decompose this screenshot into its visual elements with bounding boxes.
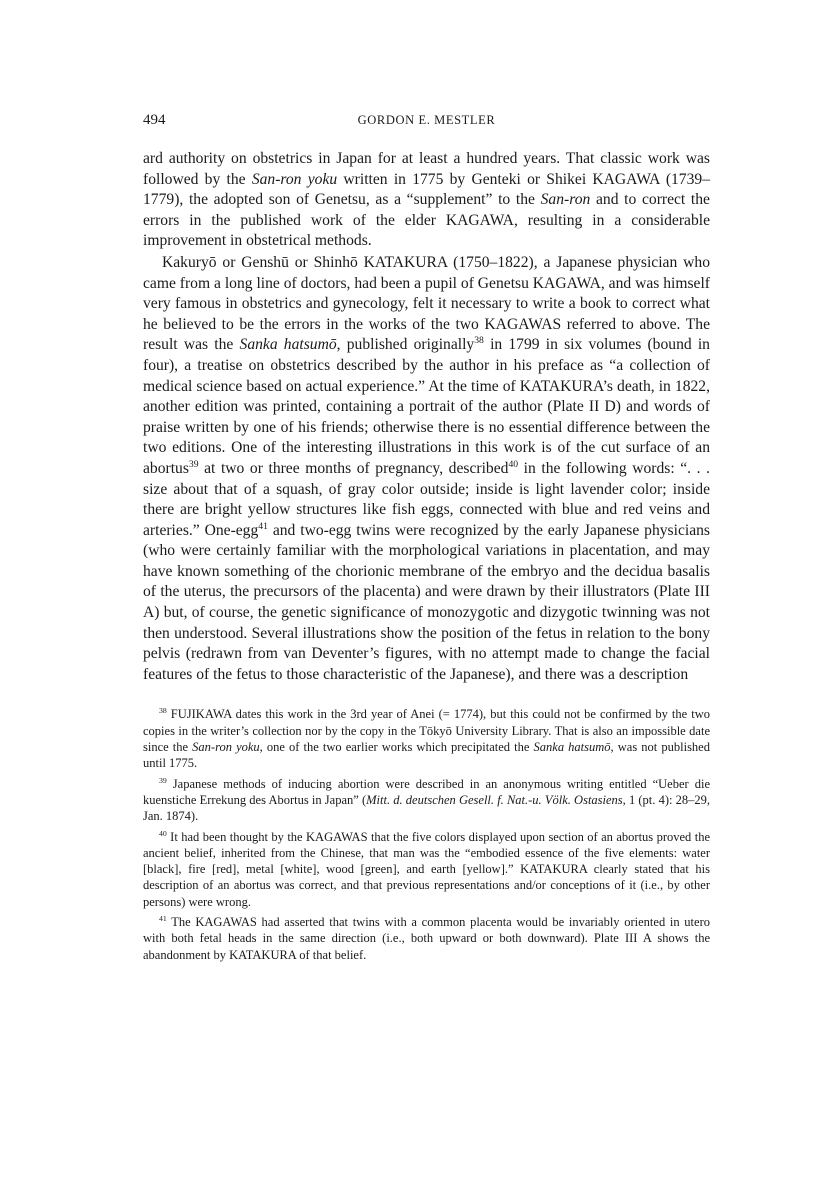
- footnote-ref-41[interactable]: 41: [258, 520, 268, 532]
- footnote-ref-39[interactable]: 39: [188, 458, 199, 470]
- footnote-39: $^{39}$ Japanese methods of inducing abortion were described in an anonymous writing entitled “Ueber die kuenstiche Errekung des Abortus in Japan” (Mitt. d. deutschen Gesell. f. Nat.-u. Völk. Ostasiens, 1 (pt. 4): 28–29, Jan. 1874).: [143, 775, 710, 824]
- page-header: [143, 112, 710, 134]
- paragraph-2: Kakuryō or Genshū or Shinhō KATAKURA (1750–1822), a Japanese physician who came from a long line of doctors, had been a pupil of Genetsu KAGAWA, and was himself very famous in obstetrics and gynecology, felt it necessary to write a book to correct what he believed to be the errors in the works of the two KAGAWAS referred to above. The result was the Sanka hatsumō, published originally$^{38}$ in 1799 in six volumes (bound in four), a treatise on obstetrics described by the author in his preface as “a collection of medical science based on actual experience.” At the time of KATAKURA’s death, in 1822, another edition was printed, containing a portrait of the author (Plate II D) and words of praise written by one of his friends; otherwise there is no essential difference between the two editions. One of the interesting illustrations in this work is of the cut surface of an abortus$^{39}$ at two or three months of pregnancy, described$^{40}$ in the following words: “. . . size about that of a squash, of gray color outside; inside is light lavender color; inside there are bright yellow structures like fish eggs, connected with blue and red veins and arteries.” One-egg$^{41}$ and two-egg twins were recognized by the early Japanese physicians (who were certainly familiar with the morphological variations in placentation, and may have known something of the chorionic membrane of the embryo and the decidua basalis of the uterus, the precursors of the placenta) and were drawn by their illustrators (Plate III A) but, of course, the genetic significance of monozygotic and dizygotic twinning was not then understood. Several illustrations show the position of the fetus in relation to the bony pelvis (redrawn from van Deventer’s figures, with no attempt made to change the facial features of the fetus to those characteristic of the Japanese), and there was a description: [143, 253, 710, 683]
- footnote-40: $^{40}$ It had been thought by the KAGAWAS that the five colors displayed upon section of an abortus proved the ancient belief, inherited from the Chinese, that man was the “embodied essence of the five elements: water [black], fire [red], metal [white], wood [green], and earth [yellow].” KATAKURA clearly stated that his description of an abortus was correct, and that previous representations and/or conceptions of it (i.e., by other persons) were wrong.: [143, 828, 710, 909]
- page: [143, 112, 710, 967]
- page-number: 494: [143, 112, 166, 128]
- body-text: [143, 149, 710, 685]
- footnotes: [143, 706, 710, 962]
- paragraph-1: ard authority on obstetrics in Japan for at least a hundred years. That classic work was followed by the San-ron yoku written in 1775 by Genteki or Shikei KAGAWA (1739–1779), the adopted son of Genetsu, as a “supplement” to the San-ron and to correct the errors in the published work of the elder KAGAWA, resulting in a considerable improvement in obstetrical methods.: [143, 150, 710, 250]
- footnote-38: $^{38}$ FUJIKAWA dates this work in the 3rd year of Anei (= 1774), but this could not be confirmed by the two copies in the writer’s collection nor by the copy in the Tōkyō University Library. That is also an impossible date since the San-ron yoku, one of the two earlier works which precipitated the Sanka hatsumō, was not published until 1775.: [143, 706, 710, 771]
- running-head: GORDON E. MESTLER: [357, 113, 496, 127]
- footnote-41: $^{41}$ The KAGAWAS had asserted that twins with a common placenta would be invariably oriented in utero with both fetal heads in the same direction (i.e., both upward or both downward). Plate III A shows the abandonment by KATAKURA of that belief.: [143, 913, 710, 962]
- footnote-ref-40[interactable]: 40: [508, 458, 519, 470]
- footnote-ref-38[interactable]: 38: [474, 335, 484, 347]
